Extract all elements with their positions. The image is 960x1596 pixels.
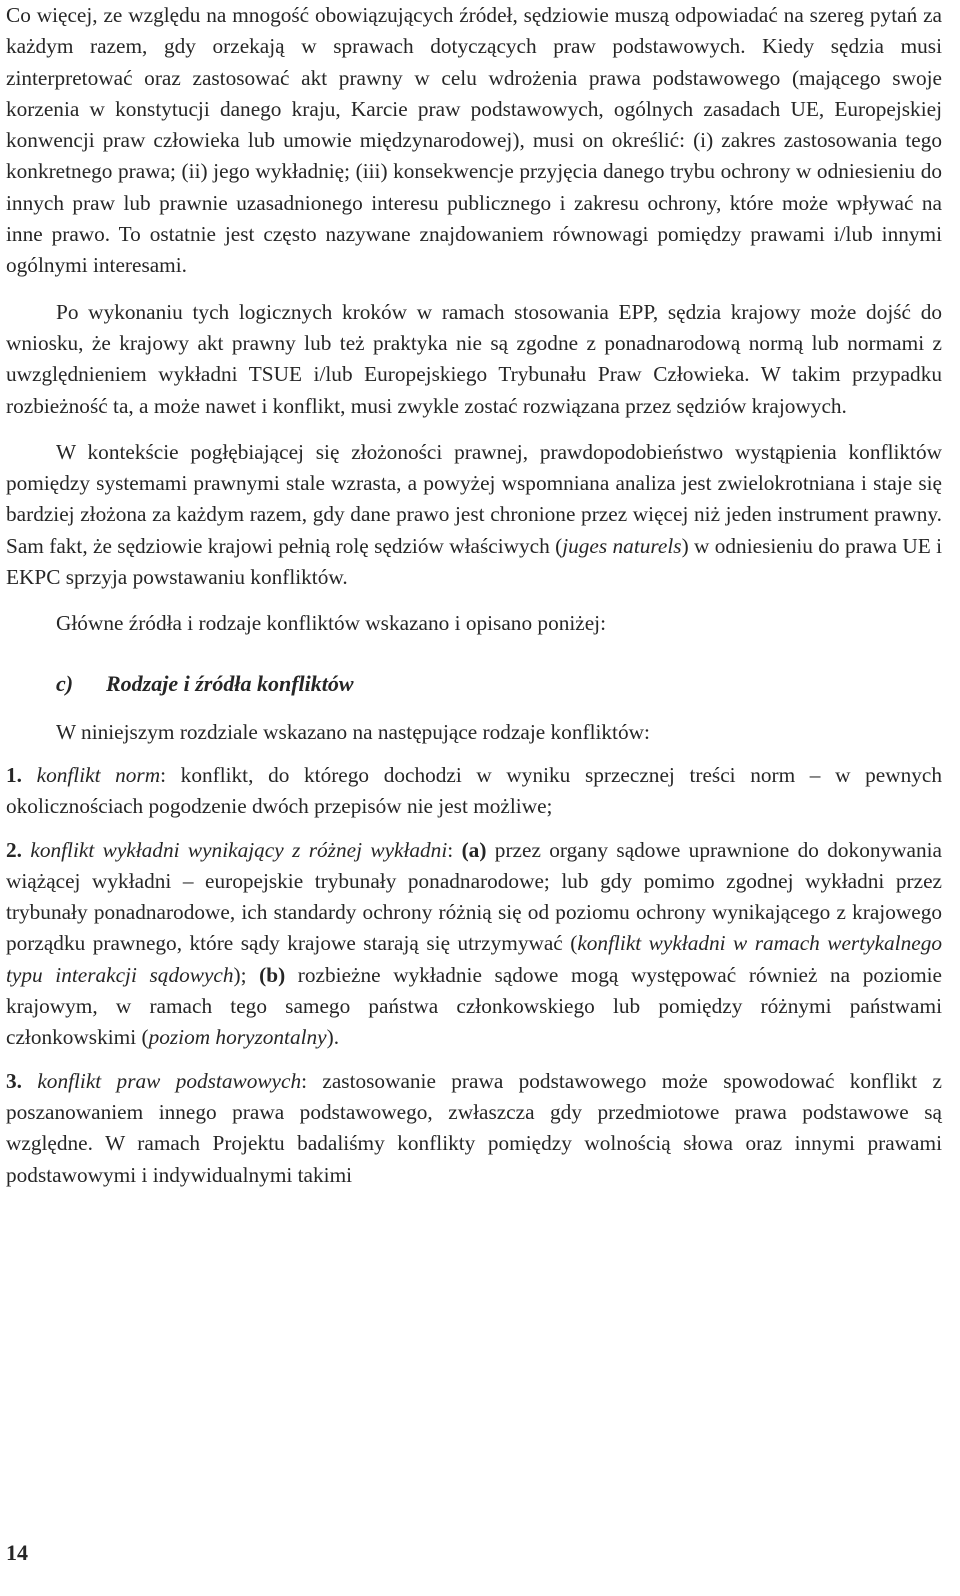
item-number: 1. (6, 762, 22, 787)
item-term: konflikt wykładni wynikający z różnej wykładni (30, 837, 448, 862)
paragraph-3-text-a: W kontekście pogłębiającej się złożoności prawnej, prawdopodobieństwo wystąpienia konfliktów pomiędzy systemami prawnymi stale wzrasta, a powyżej wspomniana analiza jest zwielokrotniana i staje się bardziej złożona za każdym razem, gdy dane prawo jest chronione przez więcej niż jeden instrument prawny. Sam fakt, że sędziowie krajowi pełnią rolę sędziów właściwych ( (6, 439, 942, 558)
item-b-italic: poziom horyzontalny (148, 1025, 327, 1050)
item-b-label: (b) (259, 962, 286, 987)
item-b-text: rozbieżne wykładnie sądowe mogą występować również na poziomie krajowym, w ramach tego samego państwa członkowskiego lub pomiędzy różnymi państwami członkowskimi ( (6, 962, 943, 1050)
item-a-end: ); (233, 962, 260, 987)
item-a-italic: konflikt wykładni w ramach wertykalnego typu interakcji sądowych (6, 931, 943, 987)
item-text: : konflikt, do którego dochodzi w wyniku sprzecznej treści norm – w pewnych okolicznościach pogodzenie dwóch przepisów nie jest możliwe; (6, 762, 942, 819)
paragraph-5: W niniejszym rozdziale wskazano na następujące rodzaje konfliktów: (56, 719, 650, 744)
paragraph-3-italic: juges naturels (562, 533, 682, 558)
section-letter: c) (56, 670, 74, 696)
document-page (6, 0, 942, 1191)
item-number: 3. (6, 1068, 22, 1093)
paragraph-3-text-b: ) w odniesieniu do prawa UE i EKPC sprzyja powstawaniu konfliktów. (6, 533, 943, 590)
page-number: 14 (6, 1540, 28, 1565)
list-item (6, 760, 942, 823)
item-number: 2. (6, 837, 22, 862)
item-separator: : (447, 837, 462, 862)
item-b-end: ). (326, 1025, 340, 1050)
item-term: konflikt norm (36, 762, 161, 787)
paragraph-1: Co więcej, ze względu na mnogość obowiązujących źródeł, sędziowie muszą odpowiadać na szereg pytań za każdym razem, gdy orzekają w sprawach dotyczących praw podstawowych. Kiedy sędzia musi zinterpretować oraz zastosować akt prawny w celu wdrożenia prawa podstawowego (mającego swoje korzenia w konstytucji danego kraju, Karcie praw podstawowych, ogólnych zasadach UE, Europejskiej konwencji praw człowieka lub umowie międzynarodowej), musi on określić: (i) zakres zastosowania tego konkretnego prawa; (ii) jego wykładnię; (iii) konsekwencje przyjęcia danego trybu ochrony w odniesieniu do innych praw lub prawnie uzasadnionego interesu publicznego i zakresu ochrony, które może wpływać na inne prawo. To ostatnie jest często nazywane znajdowaniem równowagi pomiędzy prawami i/lub innymi ogólnymi interesami. (6, 3, 942, 278)
list-item (6, 1066, 942, 1191)
paragraph-4: Główne źródła i rodzaje konfliktów wskazano i opisano poniżej: (56, 611, 607, 636)
paragraph-2: Po wykonaniu tych logicznych kroków w ramach stosowania EPP, sędzia krajowy może dojść do wniosku, że krajowy akt prawny lub też praktyka nie są zgodne z ponadnarodową normą lub normami z uwzględnieniem wykładni TSUE i/lub Europejskiego Trybunału Praw Człowieka. W takim przypadku rozbieżność ta, a może nawet i konflikt, musi zwykle zostać rozwiązana przez sędziów krajowych. (6, 299, 942, 418)
section-title: Rodzaje i źródła konfliktów (106, 670, 354, 696)
section-heading (6, 668, 942, 699)
list-item (6, 835, 942, 1054)
item-term: konflikt praw podstawowych (37, 1068, 302, 1093)
paragraph-3 (6, 437, 942, 593)
item-a-label: (a) (461, 837, 487, 862)
item-text: : zastosowanie prawa podstawowego może spowodować konflikt z poszanowaniem innego prawa podstawowego, zwłaszcza gdy przedmiotowe prawa podstawowe są względne. W ramach Projektu badaliśmy konflikty pomiędzy wolnością słowa oraz innymi prawami podstawowymi i indywidualnymi takimi (6, 1068, 942, 1187)
item-a-text: przez organy sądowe uprawnione do dokonywania wiążącej wykładni – europejskie trybunały ponadnarodowe; lub gdy pomimo zgodnej wykładni przez trybunały ponadnarodowe, ich standardy ochrony różnią się od poziomu ochrony wynikającego z krajowego porządku prawnego, które sądy krajowe starają się utrzymywać ( (6, 837, 943, 956)
